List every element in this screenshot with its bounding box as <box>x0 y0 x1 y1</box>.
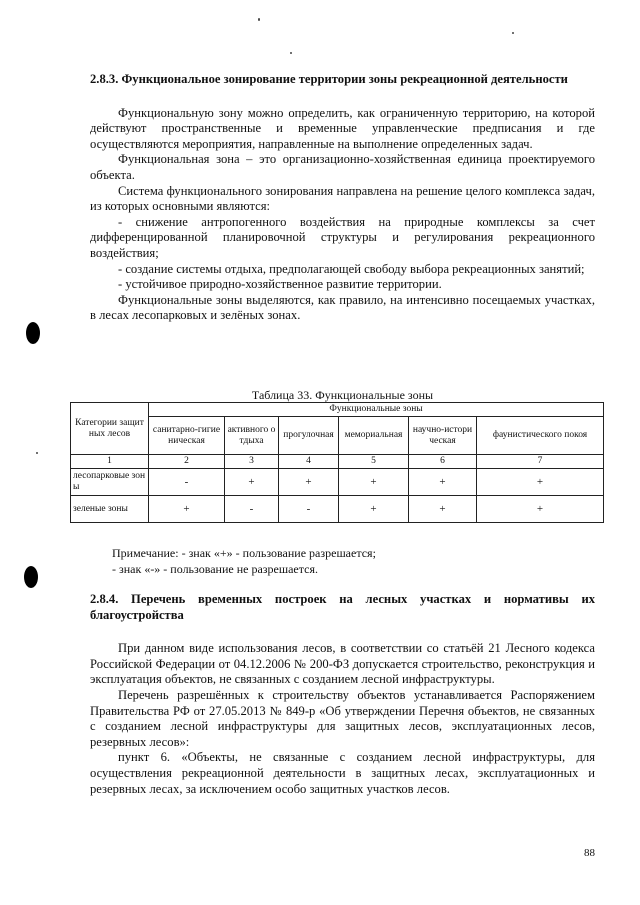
table-cell: + <box>339 469 409 496</box>
group-header: Функциональные зоны <box>149 403 604 417</box>
paragraph: Функциональную зону можно определить, как ограниченную территорию, на которой действуют пространственные и временные управленческие предписания и где осуществляются мероприятия, направленные на выполнение определенных задач. <box>90 105 595 151</box>
column-number: 2 <box>149 455 225 469</box>
column-number: 1 <box>71 455 149 469</box>
paragraph: Функциональные зоны выделяются, как правило, на интенсивно посещаемых участках, в лесах лесопарковых и зелёных зонах. <box>90 292 595 323</box>
table-cell: + <box>339 496 409 523</box>
table-cell: - <box>279 496 339 523</box>
table-header-row <box>71 403 604 417</box>
column-header: прогулочная <box>279 417 339 455</box>
list-item: - снижение антропогенного воздействия на природные комплексы за счет дифференцированной планировочной структуры и регулирования рекреационного воздействия; <box>90 214 595 260</box>
column-number: 5 <box>339 455 409 469</box>
column-header: научно-историческая <box>409 417 477 455</box>
row-category: зеленые зоны <box>71 496 149 523</box>
table-note <box>112 546 376 577</box>
list-item: - создание системы отдыха, предполагающей свободу выбора рекреационных занятий; <box>118 261 585 276</box>
section-heading: 2.8.4. Перечень временных построек на лесных участках и нормативы их благоустройства <box>90 592 595 622</box>
scan-speck <box>36 452 38 454</box>
section-zoning <box>90 72 595 324</box>
note-line: - знак «-» - пользование не разрешается. <box>112 561 318 576</box>
table-cell: + <box>225 469 279 496</box>
paragraph: При данном виде использования лесов, в соответствии со статьёй 21 Лесного кодекса Российской Федерации от 04.12.2006 № 200-ФЗ допускается строительство, реконструкция и эксплуатация объектов, не связанных с созданием лесной инфраструктуры. <box>90 641 595 687</box>
paragraph: Функциональная зона – это организационно-хозяйственная единица проектируемого объекта. <box>90 152 595 182</box>
table-header-row <box>71 417 604 455</box>
column-header: фаунистического покоя <box>477 417 604 455</box>
functional-zones-table <box>70 402 604 523</box>
table-number-row <box>71 455 604 469</box>
punch-hole-mark <box>26 322 40 344</box>
scan-speck <box>512 32 514 34</box>
paragraph: пункт 6. «Объекты, не связанные с созданием лесной инфраструктуры, для осуществления рекреационной деятельности в защитных лесах, эксплуатационных и резервных лесах, за исключением особо защитных участков лесов. <box>90 750 595 796</box>
punch-hole-mark <box>24 566 38 588</box>
table-cell: + <box>409 496 477 523</box>
column-header: активного отдыха <box>225 417 279 455</box>
paragraph: Система функционального зонирования направлена на решение целого комплекса задач, из которых основными являются: <box>90 183 595 214</box>
column-header-category: Категории защитных лесов <box>71 403 149 455</box>
section-temporary-buildings <box>90 592 595 797</box>
table-caption: Таблица 33. Функциональные зоны <box>251 388 434 402</box>
table-cell: + <box>477 496 604 523</box>
scan-speck <box>258 18 260 21</box>
table-cell: + <box>477 469 604 496</box>
column-number: 3 <box>225 455 279 469</box>
page-number: 88 <box>584 847 595 859</box>
list-item: - устойчивое природно-хозяйственное развитие территории. <box>118 277 442 292</box>
note-line: Примечание: - знак «+» - пользование разрешается; <box>112 546 376 560</box>
table-row <box>71 469 604 496</box>
section-heading: 2.8.3. Функциональное зонирование территории зоны рекреационной деятельности <box>90 72 568 86</box>
column-header: санитарно-гигиеническая <box>149 417 225 455</box>
paragraph: Перечень разрешённых к строительству объектов устанавливается Распоряжением Правительства РФ от 27.05.2013 № 849-р «Об утверждении Перечня объектов, не связанных с созданием лесной инфраструктуры для защитных лесов, эксплуатационных лесов, резервных лесов»: <box>90 687 595 749</box>
scan-speck <box>290 52 292 54</box>
table-cell: - <box>225 496 279 523</box>
column-number: 7 <box>477 455 604 469</box>
table-cell: + <box>409 469 477 496</box>
table-cell: - <box>149 469 225 496</box>
table-cell: + <box>279 469 339 496</box>
table-row <box>71 496 604 523</box>
column-number: 6 <box>409 455 477 469</box>
row-category: лесопарковые зоны <box>71 469 149 496</box>
column-header: мемориальная <box>339 417 409 455</box>
column-number: 4 <box>279 455 339 469</box>
table-cell: + <box>149 496 225 523</box>
